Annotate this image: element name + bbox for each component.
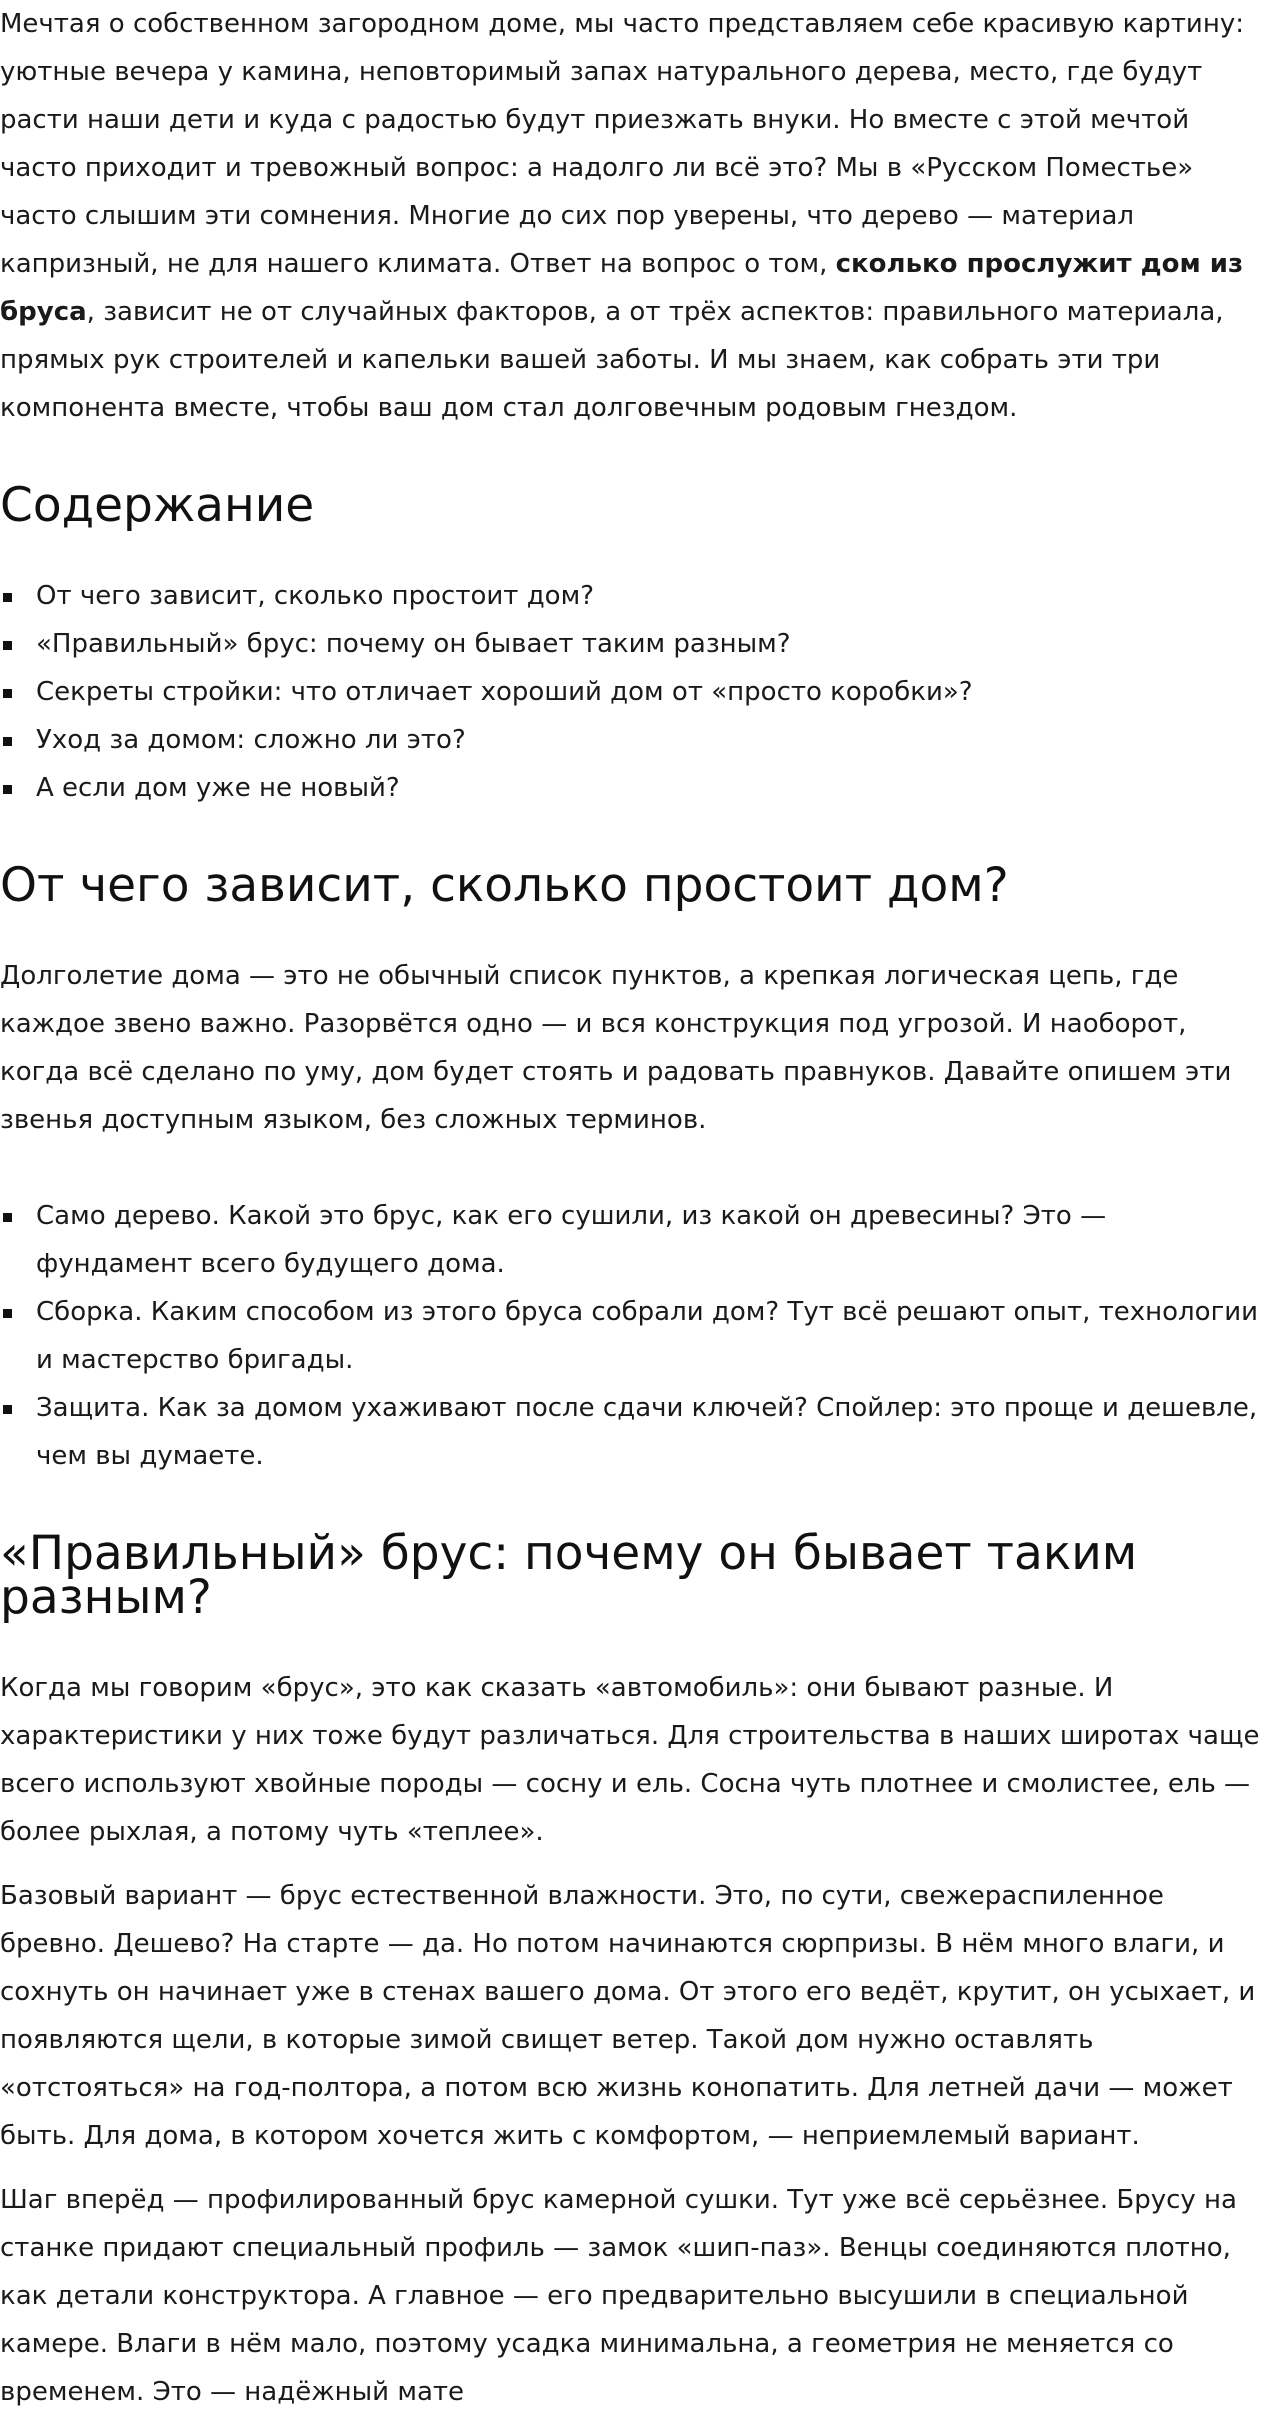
square-bullet-icon xyxy=(3,737,12,746)
toc-heading: Содержание xyxy=(0,478,315,533)
section-paragraph: Базовый вариант — брус естественной влажности. Это, по сути, свежераспиленное бревно. Дешево? На старте — да. Но потом начинаются сюрпризы. В нём много влаги, и сохнуть он начинает уже в стенах вашего дома. От этого его ведёт, крутит, он усыхает, и появляются щели, в которые зимой свищет ветер. Такой дом нужно оставлять «отстояться» на год-полтора, а потом всю жизнь конопатить. Для летней дачи — может быть. Для дома, в котором хочется жить с комфортом, — неприемлемый вариант. xyxy=(0,1881,1256,2151)
toc-item[interactable] xyxy=(0,620,1268,668)
intro-keyword-bold: сколько прослужит дом из бруса xyxy=(0,249,1244,327)
section-heading-timber: «Правильный» брус: почему он бывает таким разным? xyxy=(0,1526,1138,1625)
list-item xyxy=(0,1192,1268,1288)
intro-paragraph xyxy=(0,0,1268,432)
toc-link-4[interactable]: Уход за домом: сложно ли это? xyxy=(36,725,466,755)
toc-link-1[interactable]: От чего зависит, сколько простоит дом? xyxy=(36,581,594,611)
toc-list xyxy=(0,572,1268,812)
intro-text-start: Мечтая о собственном загородном доме, мы часто представляем себе красивую картину: уютные вечера у камина, неповторимый запах натурального дерева, место, где будут расти наши дети и куда с радостью будут приезжать внуки. Но вместе с этой мечтой часто приходит и тревожный вопрос: а надолго ли всё это? Мы в «Русском Поместье» часто слышим эти сомнения. Многие до сих пор уверены, что дерево — материал капризный, не для нашего климата. Ответ на вопрос о том, xyxy=(0,9,1244,279)
toc-item[interactable] xyxy=(0,668,1268,716)
toc-link-2[interactable]: «Правильный» брус: почему он бывает таким разным? xyxy=(36,629,791,659)
toc-link-5[interactable]: А если дом уже не новый? xyxy=(36,773,400,803)
toc-item[interactable] xyxy=(0,716,1268,764)
toc-item[interactable] xyxy=(0,764,1268,812)
square-bullet-icon xyxy=(3,1213,12,1222)
square-bullet-icon xyxy=(3,785,12,794)
section-paragraph: Шаг вперёд — профилированный брус камерной сушки. Тут уже всё серьёзнее. Брусу на станке придают специальный профиль — замок «шип-паз». Венцы соединяются плотно, как детали конструктора. А главное — его предварительно высушили в специальной камере. Влаги в нём мало, поэтому усадка минимальна, а геометрия не меняется со временем. Это — надёжный мате xyxy=(0,2185,1237,2407)
list-item-text: Сборка. Каким способом из этого бруса собрали дом? Тут всё решают опыт, технологии и мастерство бригады. xyxy=(36,1297,1259,1375)
toc-link-3[interactable]: Секреты стройки: что отличает хороший дом от «просто коробки»? xyxy=(36,677,973,707)
list-item-text: Само дерево. Какой это брус, как его сушили, из какой он древесины? Это — фундамент всего будущего дома. xyxy=(36,1201,1107,1279)
square-bullet-icon xyxy=(3,641,12,650)
intro-text-end: , зависит не от случайных факторов, а от трёх аспектов: правильного материала, прямых рук строителей и капельки вашей заботы. И мы знаем, как собрать эти три компонента вместе, чтобы ваш дом стал долговечным родовым гнездом. xyxy=(0,297,1224,423)
square-bullet-icon xyxy=(3,593,12,602)
square-bullet-icon xyxy=(3,689,12,698)
longevity-factors-list xyxy=(0,1192,1268,1480)
section-paragraph: Когда мы говорим «брус», это как сказать «автомобиль»: они бывают разные. И характеристики у них тоже будут различаться. Для строительства в наших широтах чаще всего используют хвойные породы — сосну и ель. Сосна чуть плотнее и смолистее, ель — более рыхлая, а потому чуть «теплее». xyxy=(0,1673,1260,1847)
list-item xyxy=(0,1384,1268,1480)
section-paragraph: Долголетие дома — это не обычный список пунктов, а крепкая логическая цепь, где каждое звено важно. Разорвётся одно — и вся конструкция под угрозой. И наоборот, когда всё сделано по уму, дом будет стоять и радовать правнуков. Давайте опишем эти звенья доступным языком, без сложных терминов. xyxy=(0,961,1232,1135)
list-item-text: Защита. Как за домом ухаживают после сдачи ключей? Спойлер: это проще и дешевле, чем вы думаете. xyxy=(36,1393,1258,1471)
square-bullet-icon xyxy=(3,1309,12,1318)
square-bullet-icon xyxy=(3,1405,12,1414)
list-item xyxy=(0,1288,1268,1384)
section-heading-longevity: От чего зависит, сколько простоит дом? xyxy=(0,858,1009,913)
toc-item[interactable] xyxy=(0,572,1268,620)
